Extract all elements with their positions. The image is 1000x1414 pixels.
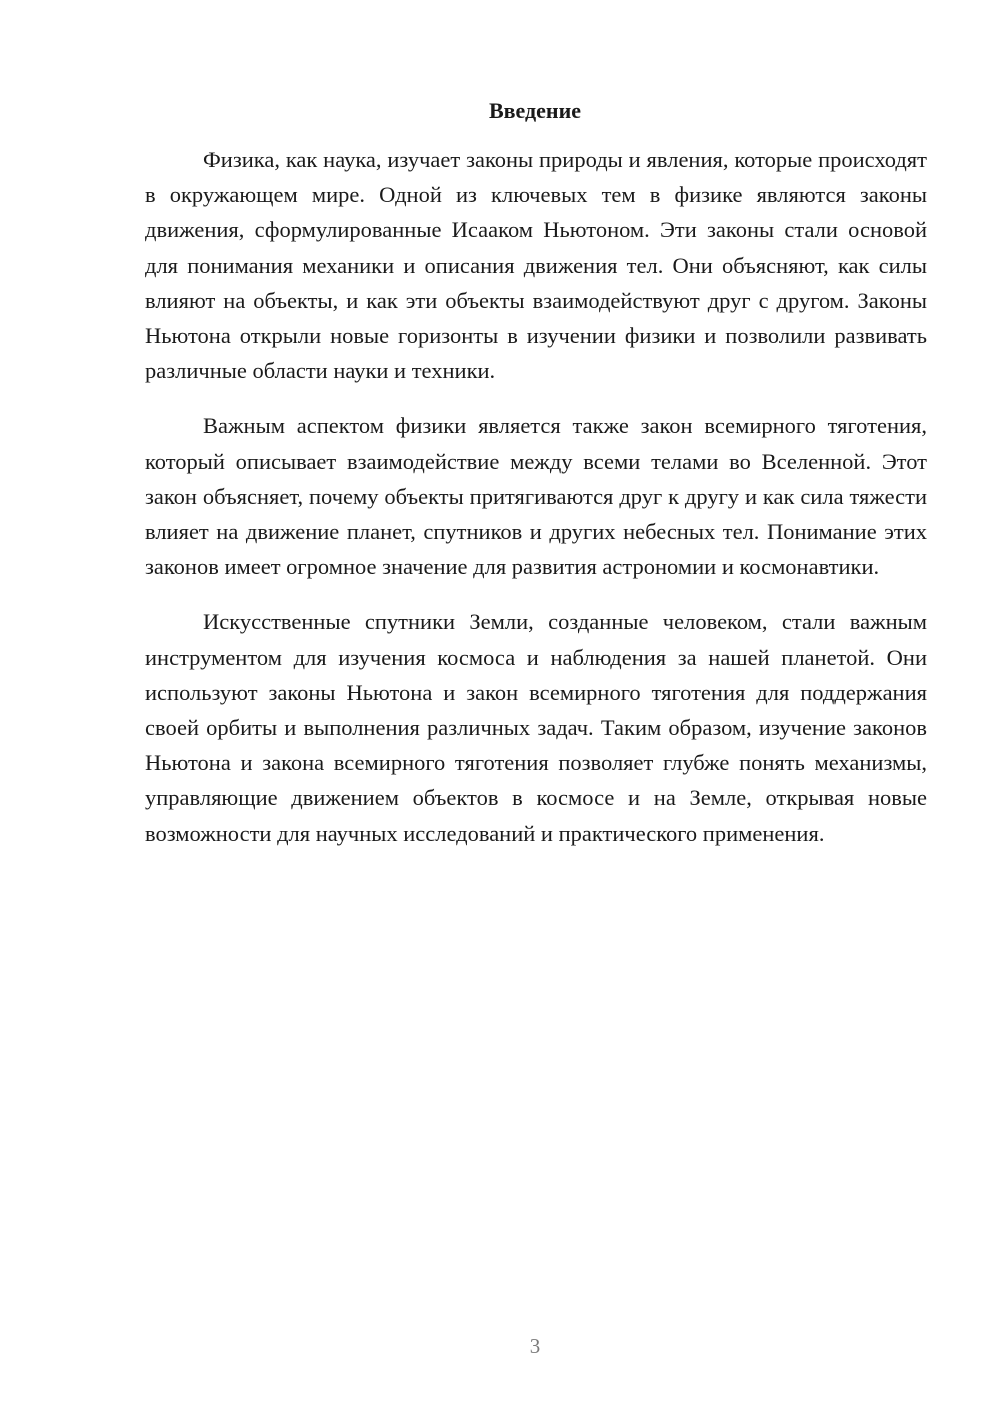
paragraph-3: Искусственные спутники Земли, созданные человеком, стали важным инструментом для изучения космоса и наблюдения за нашей планетой. Они используют законы Ньютона и закон всемирного тяготения для поддержания своей орбиты и выполнения различных задач. Таким образом, изучение законов Ньютона и закона всемирного тяготения позволяет глубже понять механизмы, управляющие движением объектов в космосе и на Земле, открывая новые возможности для научных исследований и практического применения. <box>145 609 927 846</box>
paragraph-2: Важным аспектом физики является также закон всемирного тяготения, который описывает взаимодействие между всеми телами во Вселенной. Этот закон объясняет, почему объекты притягиваются друг к другу и как сила тяжести влияет на движение планет, спутников и других небесных тел. Понимание этих законов имеет огромное значение для развития астрономии и космонавтики. <box>145 413 927 580</box>
page-number: 3 <box>529 1334 541 1358</box>
paragraph-1: Физика, как наука, изучает законы природы и явления, которые происходят в окружающем мире. Одной из ключевых тем в физике являются законы движения, сформулированные Исааком Ньютоном. Эти законы стали основой для понимания механики и описания движения тел. Они объясняют, как силы влияют на объекты, и как эти объекты взаимодействуют друг с другом. Законы Ньютона открыли новые горизонты в изучении физики и позволили развивать различные области науки и техники. <box>145 147 927 384</box>
body-text <box>145 142 927 871</box>
section-heading: Введение <box>488 98 582 123</box>
